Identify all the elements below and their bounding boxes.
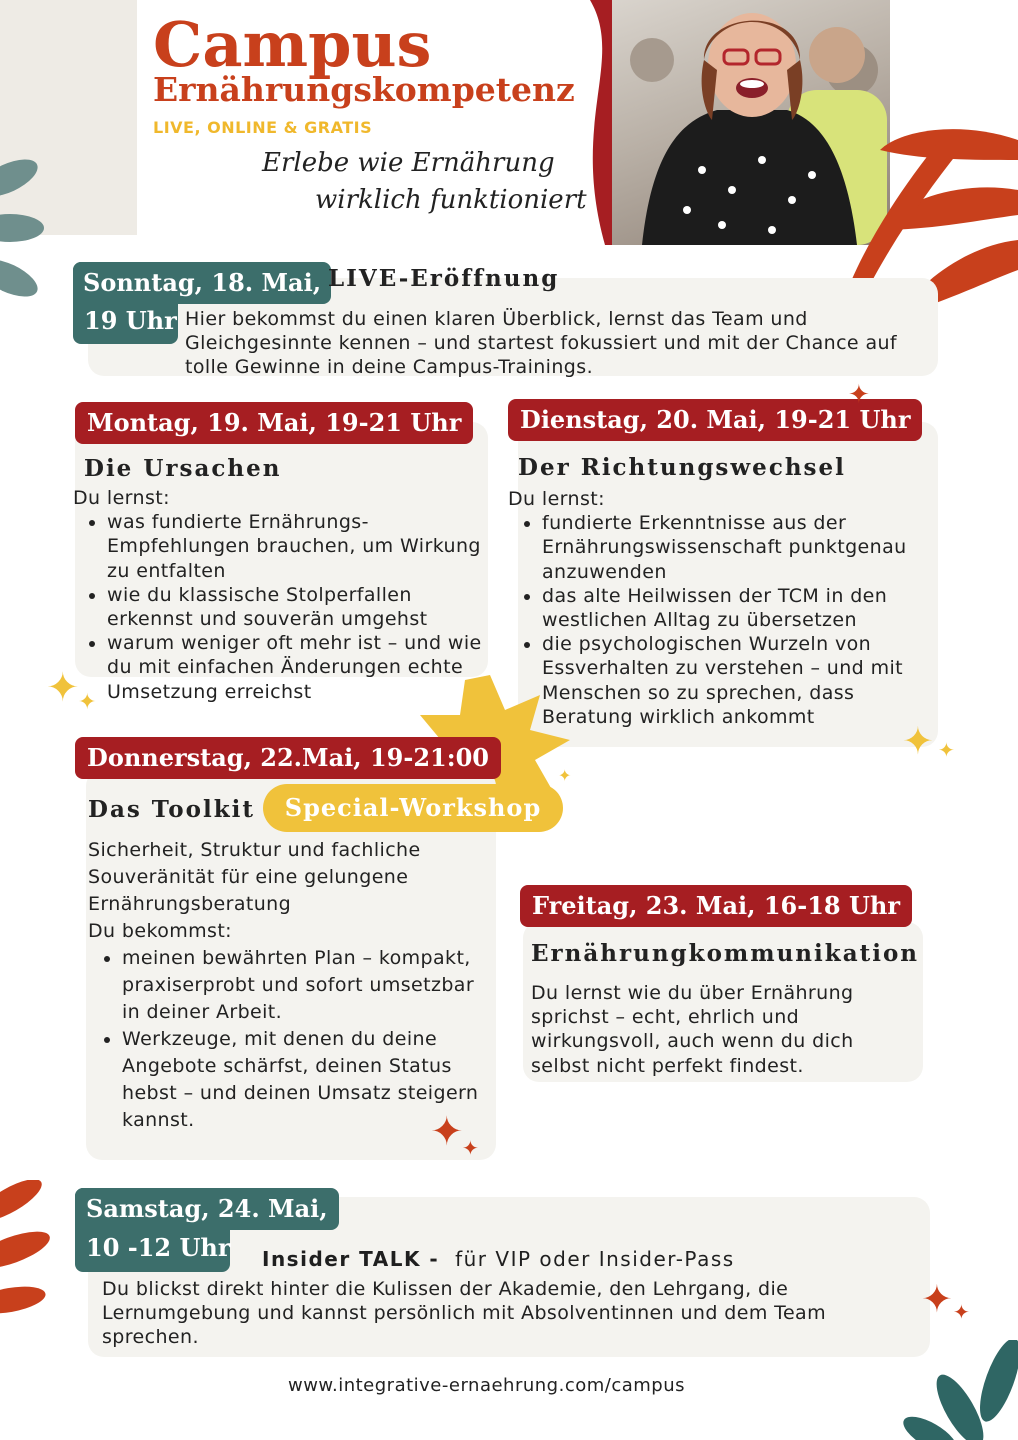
tuesday-title: Der Richtungswechsel [518, 454, 846, 481]
sparkle-icon: ✦ [430, 1109, 464, 1155]
opening-title: LIVE-Eröffnung [328, 265, 560, 292]
thursday-title: Das Toolkit [88, 796, 255, 823]
thursday-date-pill: Donnerstag, 22.Mai, 19-21:00 [75, 737, 501, 779]
sparkle-icon: ✦ [46, 665, 80, 711]
saturday-text: Du blickst direkt hinter die Kulissen der Akademie, den Lehrgang, die Lernumgebung und kannst persönlich mit Absolventinnen und dem Team sprechen. [102, 1278, 826, 1349]
thursday-list [88, 945, 488, 1134]
opening-date-line1: Sonntag, 18. Mai, [73, 262, 331, 304]
footer-url[interactable]: www.integrative-ernaehrung.com/campus [287, 1375, 686, 1396]
sparkle-icon: ✦ [953, 1300, 970, 1324]
thursday-intro2: Du bekommst: [88, 920, 232, 942]
friday-title: Ernährungkommunikation [531, 940, 920, 967]
sparkle-icon: ✦ [921, 1277, 953, 1321]
header-script-line2: wirklich funktioniert [315, 185, 587, 215]
header-subtitle: Ernährungskompetenz [153, 70, 575, 109]
header-tagline: LIVE, ONLINE & GRATIS [153, 118, 373, 137]
thursday-body [88, 837, 488, 1134]
tuesday-intro: Du lernst: [508, 488, 605, 510]
sparkle-icon: ✦ [462, 1136, 479, 1160]
header-title: Campus [153, 8, 432, 81]
monday-bullet: • wie du klassische Stolperfallen erkennst und souverän umgehst [107, 583, 493, 631]
saturday-title [262, 1247, 735, 1271]
sparkle-icon: ✦ [938, 738, 955, 762]
tuesday-body [508, 487, 933, 729]
saturday-date-line1: Samstag, 24. Mai, [75, 1188, 339, 1230]
orange-leaf-left-icon [0, 1180, 70, 1330]
thursday-bullet: • meinen bewährten Plan – kompakt, praxiserprobt und sofort umsetzbar in deiner Arbeit. [122, 945, 488, 1026]
tuesday-bullet: • das alte Heilwissen der TCM in den westlichen Alltag zu übersetzen [542, 584, 933, 632]
monday-date-pill: Montag, 19. Mai, 19-21 Uhr [75, 402, 473, 444]
monday-body [73, 486, 493, 704]
tuesday-date-pill: Dienstag, 20. Mai, 19-21 Uhr [508, 399, 922, 441]
sparkle-icon: ✦ [848, 380, 870, 410]
header-script-line1: Erlebe wie Ernährung [262, 148, 555, 178]
special-workshop-badge: Special-Workshop [263, 784, 563, 832]
monday-bullet: • was fundierte Ernährungs-Empfehlungen brauchen, um Wirkung zu entfalten [107, 510, 493, 583]
tuesday-bullet: • fundierte Erkenntnisse aus der Ernährungswissenschaft punktgenau anzuwenden [542, 511, 933, 584]
opening-date-line2: 19 Uhr [84, 306, 177, 335]
saturday-title-rest: für VIP oder Insider-Pass [455, 1247, 735, 1271]
saturday-title-bold: Insider TALK - [262, 1247, 440, 1271]
sparkle-icon: ✦ [78, 690, 97, 715]
tuesday-list [508, 511, 933, 729]
thursday-bullet: • Werkzeuge, mit denen du deine Angebote schärfst, deinen Status hebst – und deinen Umsatz steigern kannst. [122, 1026, 488, 1134]
tuesday-bullet: • die psychologischen Wurzeln von Essverhalten zu verstehen – und mit Menschen so zu sprechen, dass Beratung wirklich ankommt [542, 632, 933, 729]
friday-text: Du lernst wie du über Ernährung sprichst – echt, ehrlich und wirkungsvoll, auch wenn du dich selbst nicht perfekt findest. [531, 982, 854, 1077]
monday-title: Die Ursachen [84, 455, 282, 482]
opening-text: Hier bekommst du einen klaren Überblick, lernst das Team und Gleichgesinnte kennen – und startest fokussiert und mit der Chance auf tolle Gewinne in deine Campus-Trainings. [185, 308, 898, 379]
saturday-date-line2: 10 -12 Uhr [86, 1233, 231, 1262]
teal-leaf-left-icon [0, 150, 60, 310]
sparkle-icon: ✦ [902, 719, 934, 763]
thursday-intro: Sicherheit, Struktur und fachliche Souveränität für eine gelungene Ernährungsberatung [88, 839, 421, 915]
friday-date-pill: Freitag, 23. Mai, 16-18 Uhr [520, 885, 912, 927]
monday-bullet: • warum weniger oft mehr ist – und wie du mit einfachen Änderungen echte Umsetzung erreichst [107, 631, 493, 704]
sparkle-icon: ✦ [558, 766, 572, 785]
monday-intro: Du lernst: [73, 487, 170, 509]
